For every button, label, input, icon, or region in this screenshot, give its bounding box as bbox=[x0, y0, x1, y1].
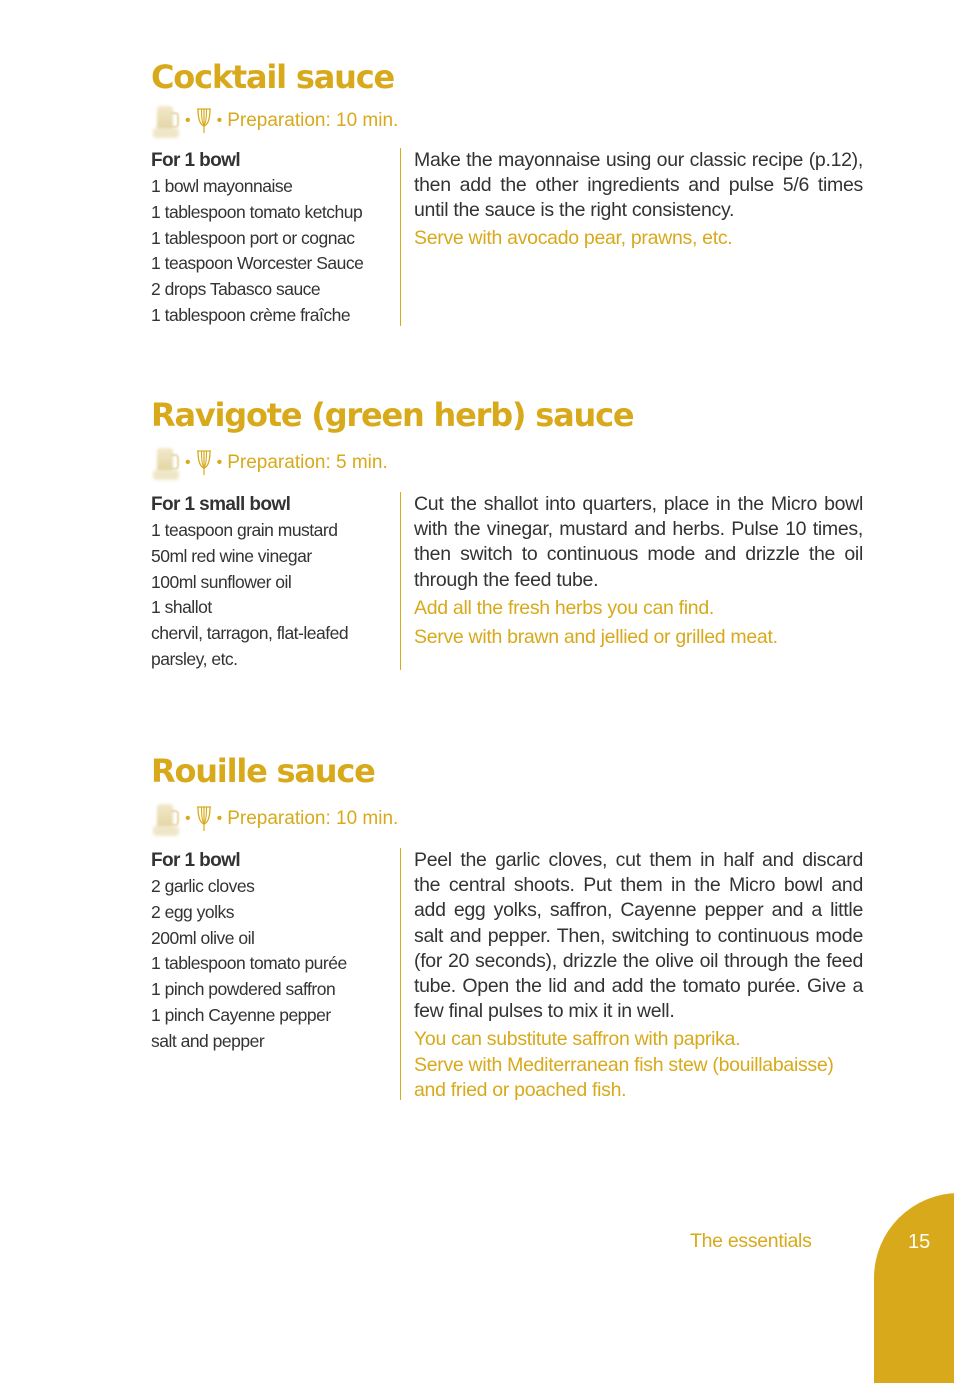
whisk-icon bbox=[195, 805, 213, 833]
page-number-tab bbox=[874, 1193, 954, 1383]
recipe-ravigote-sauce bbox=[151, 396, 863, 670]
ingredient-item: 1 pinch Cayenne pepper bbox=[151, 1004, 331, 1025]
herb-tip: Add all the fresh herbs you can find. bbox=[414, 596, 715, 619]
ingredient-item: 1 pinch powdered saffron bbox=[151, 979, 336, 1000]
blender-icon bbox=[151, 446, 181, 480]
ingredient-item: 2 garlic cloves bbox=[151, 876, 255, 896]
yield-heading: For 1 bowl bbox=[151, 850, 241, 871]
serving-tip: Serve with Mediterranean fish stew (bouillabaisse) and fried or poached fish. bbox=[414, 1053, 834, 1101]
bullet: • bbox=[185, 810, 191, 827]
recipe-title: Rouille sauce bbox=[151, 752, 375, 790]
ingredient-item: 200ml olive oil bbox=[151, 927, 255, 948]
recipe-body bbox=[151, 148, 863, 326]
ingredient-item: 1 teaspoon Worcester Sauce bbox=[151, 253, 364, 274]
bullet: • bbox=[185, 454, 191, 471]
yield-heading: For 1 bowl bbox=[151, 150, 241, 171]
recipe-title: Cocktail sauce bbox=[151, 58, 394, 96]
ingredient-item: parsley, etc. bbox=[151, 648, 238, 669]
bullet: • bbox=[185, 112, 191, 129]
whisk-icon bbox=[195, 107, 213, 135]
bullet: • bbox=[216, 454, 223, 471]
page-number: 15 bbox=[908, 1231, 931, 1253]
ingredient-item: 1 tablespoon crème fraîche bbox=[151, 304, 351, 325]
recipe-body bbox=[151, 492, 863, 670]
ingredient-item: 1 tablespoon port or cognac bbox=[151, 227, 355, 248]
recipe-meta bbox=[151, 104, 863, 138]
ingredient-item: 1 tablespoon tomato purée bbox=[151, 953, 347, 974]
blender-icon bbox=[151, 802, 181, 836]
substitution-tip: You can substitute saffron with paprika. bbox=[414, 1028, 741, 1051]
ingredient-item: 50ml red wine vinegar bbox=[151, 545, 312, 566]
recipe-body bbox=[151, 848, 863, 1103]
ingredient-item: 1 tablespoon tomato ketchup bbox=[151, 201, 363, 222]
ingredients-column bbox=[151, 148, 401, 326]
recipe-title: Ravigote (green herb) sauce bbox=[151, 396, 634, 434]
ingredient-item: salt and pepper bbox=[151, 1030, 265, 1051]
method-column bbox=[401, 492, 863, 670]
bullet: • bbox=[216, 112, 223, 129]
ingredient-item: chervil, tarragon, flat-leafed bbox=[151, 623, 349, 644]
recipe-rouille-sauce bbox=[151, 752, 863, 1103]
method-text: Peel the garlic cloves, cut them in half and discard the central shoots. Put them in the Micro bowl and add egg yolks, saffron, Cayenne pepper and a little salt and pepper. Then, switching to continuous mode (for 20 seconds), drizzle the olive oil through the feed tube. Open the lid and add the tomato purée. Give a few final pulses to mix it in well. bbox=[414, 849, 863, 1023]
preparation-time: Preparation: 10 min. bbox=[227, 110, 399, 131]
ingredient-item: 2 drops Tabasco sauce bbox=[151, 279, 321, 300]
method-text: Make the mayonnaise using our classic recipe (p.12), then add the other ingredients and pulse 5/6 times until the sauce is the right consistency. bbox=[414, 149, 863, 222]
ingredients-column bbox=[151, 848, 401, 1100]
ingredient-item: 1 shallot bbox=[151, 597, 212, 618]
bullet: • bbox=[216, 810, 223, 827]
ingredients-column bbox=[151, 492, 401, 670]
method-text: Cut the shallot into quarters, place in the Micro bowl with the vinegar, mustard and herbs. Pulse 10 times, then switch to continuous mode and drizzle the oil through the feed tube. bbox=[414, 493, 863, 591]
whisk-icon bbox=[195, 449, 213, 477]
ingredient-item: 1 teaspoon grain mustard bbox=[151, 520, 338, 540]
preparation-time: Preparation: 10 min. bbox=[227, 808, 399, 829]
serving-tip: Serve with brawn and jellied or grilled meat. bbox=[414, 626, 778, 649]
recipe-meta bbox=[151, 802, 863, 836]
ingredient-item: 100ml sunflower oil bbox=[151, 571, 292, 592]
recipe-cocktail-sauce bbox=[151, 58, 863, 326]
recipe-meta bbox=[151, 446, 863, 480]
footer-section-label: The essentials bbox=[690, 1230, 812, 1252]
method-column bbox=[401, 148, 863, 326]
preparation-time: Preparation: 5 min. bbox=[227, 452, 388, 473]
ingredient-item: 1 bowl mayonnaise bbox=[151, 176, 293, 196]
serving-tip: Serve with avocado pear, prawns, etc. bbox=[414, 226, 733, 249]
ingredient-item: 2 egg yolks bbox=[151, 901, 235, 922]
yield-heading: For 1 small bowl bbox=[151, 494, 291, 515]
method-column bbox=[401, 848, 863, 1103]
blender-icon bbox=[151, 104, 181, 138]
